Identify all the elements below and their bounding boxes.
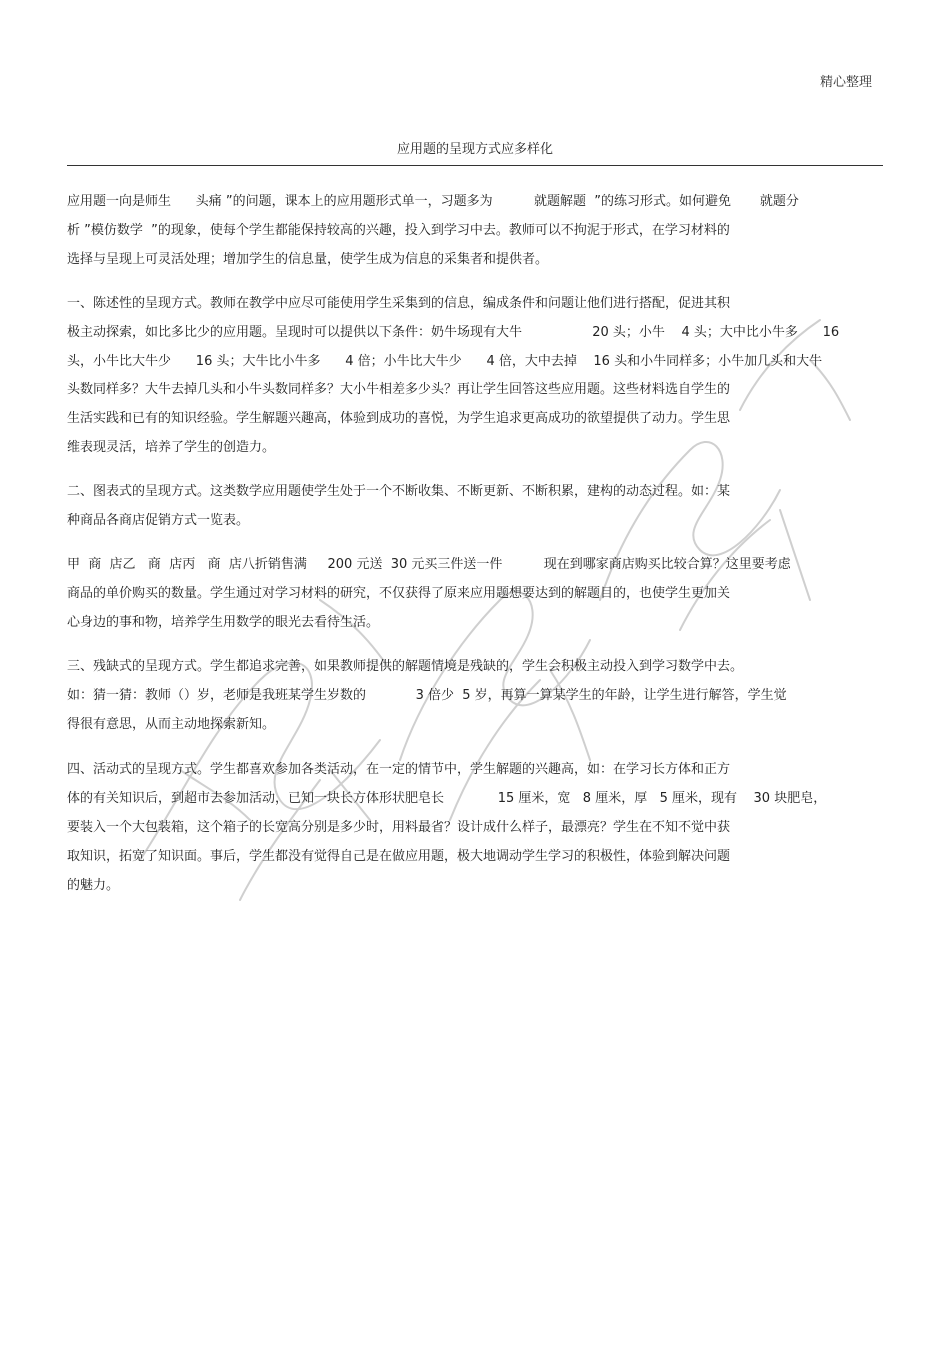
paragraph-1-line-3: 选择与呈现上可灵活处理；增加学生的信息量，使学生成为信息的采集者和提供者。 bbox=[67, 252, 549, 267]
paragraph-2-line-4: 头数同样多？大牛去掉几头和小牛头数同样多？大小牛相差多少头？再让学生回答这些应用题。这些材料选自学生的 bbox=[67, 382, 731, 397]
paragraph-3-line-1: 二、图表式的呈现方式。这类数学应用题使学生处于一个不断收集、不断更新、不断积累，建构的动态过程。如：某 bbox=[67, 484, 731, 499]
paragraph-4-line-3: 心身边的事和物，培养学生用数学的眼光去看待生活。 bbox=[67, 615, 380, 630]
paragraph-2-line-6: 维表现灵活，培养了学生的创造力。 bbox=[67, 440, 276, 455]
paragraph-6-line-2: 体的有关知识后，到超市去参加活动，已知一块长方体形状肥皂长 15 厘米，宽 8 厘米，厚 5 厘米，现有 30 块肥皂， bbox=[67, 791, 827, 806]
document-title: 应用题的呈现方式应多样化 bbox=[396, 142, 553, 157]
title-divider bbox=[67, 165, 883, 166]
paragraph-3-line-2: 种商品各商店促销方式一览表。 bbox=[67, 513, 250, 528]
paragraph-6-line-3: 要装入一个大包装箱，这个箱子的长宽高分别是多少时，用料最省？设计成什么样子，最漂亮？学生在不知不觉中获 bbox=[67, 820, 731, 835]
paragraph-6-line-5: 的魅力。 bbox=[67, 878, 120, 893]
paragraph-5-line-3: 得很有意思，从而主动地探索新知。 bbox=[67, 717, 276, 732]
paragraph-6-line-1: 四、活动式的呈现方式。学生都喜欢参加各类活动，在一定的情节中，学生解题的兴趣高，如：在学习长方体和正方 bbox=[67, 762, 731, 777]
paragraph-5-line-1: 三、残缺式的呈现方式。学生都追求完善，如果教师提供的解题情境是残缺的，学生会积极主动投入到学习数学中去。 bbox=[67, 659, 744, 674]
paragraph-2-line-3: 头，小牛比大牛少 16 头；大牛比小牛多 4 倍；小牛比大牛少 4 倍，大中去掉 16 头和小牛同样多；小牛加几头和大牛 bbox=[67, 354, 823, 369]
paragraph-2-line-1: 一、陈述性的呈现方式。教师在教学中应尽可能使用学生采集到的信息，编成条件和问题让他们进行搭配，促进其积 bbox=[67, 296, 731, 311]
paragraph-5-line-2: 如：猜一猜：教师（）岁，老师是我班某学生岁数的 3 倍少 5 岁，再算一算某学生的年龄，让学生进行解答，学生觉 bbox=[67, 688, 787, 703]
paragraph-2-line-5: 生活实践和已有的知识经验。学生解题兴趣高，体验到成功的喜悦，为学生追求更高成功的欲望提供了动力。学生思 bbox=[67, 411, 731, 426]
paragraph-1-line-1: 应用题一向是师生 头痛 ”的问题，课本上的应用题形式单一，习题多为 就题解题 ”的练习形式。如何避免 就题分 bbox=[67, 194, 799, 209]
paragraph-4-line-1: 甲 商 店乙 商 店丙 商 店八折销售满 200 元送 30 元买三件送一件 现在到哪家商店购买比较合算？这里要考虑 bbox=[67, 557, 791, 572]
paragraph-6-line-4: 取知识，拓宽了知识面。事后，学生都没有觉得自己是在做应用题，极大地调动学生学习的积极性，体验到解决问题 bbox=[67, 849, 731, 864]
header-note: 精心整理 bbox=[819, 75, 872, 90]
paragraph-4-line-2: 商品的单价购买的数量。学生通过对学习材料的研究，不仅获得了原来应用题想要达到的解题目的，也使学生更加关 bbox=[67, 586, 731, 601]
paragraph-1-line-2: 析 ”模仿数学 ”的现象，使每个学生都能保持较高的兴趣，投入到学习中去。教师可以不拘泥于形式，在学习材料的 bbox=[67, 223, 730, 238]
paragraph-2-line-2: 极主动探索，如比多比少的应用题。呈现时可以提供以下条件：奶牛场现有大牛 20 头；小牛 4 头；大中比小牛多 16 bbox=[67, 325, 840, 340]
